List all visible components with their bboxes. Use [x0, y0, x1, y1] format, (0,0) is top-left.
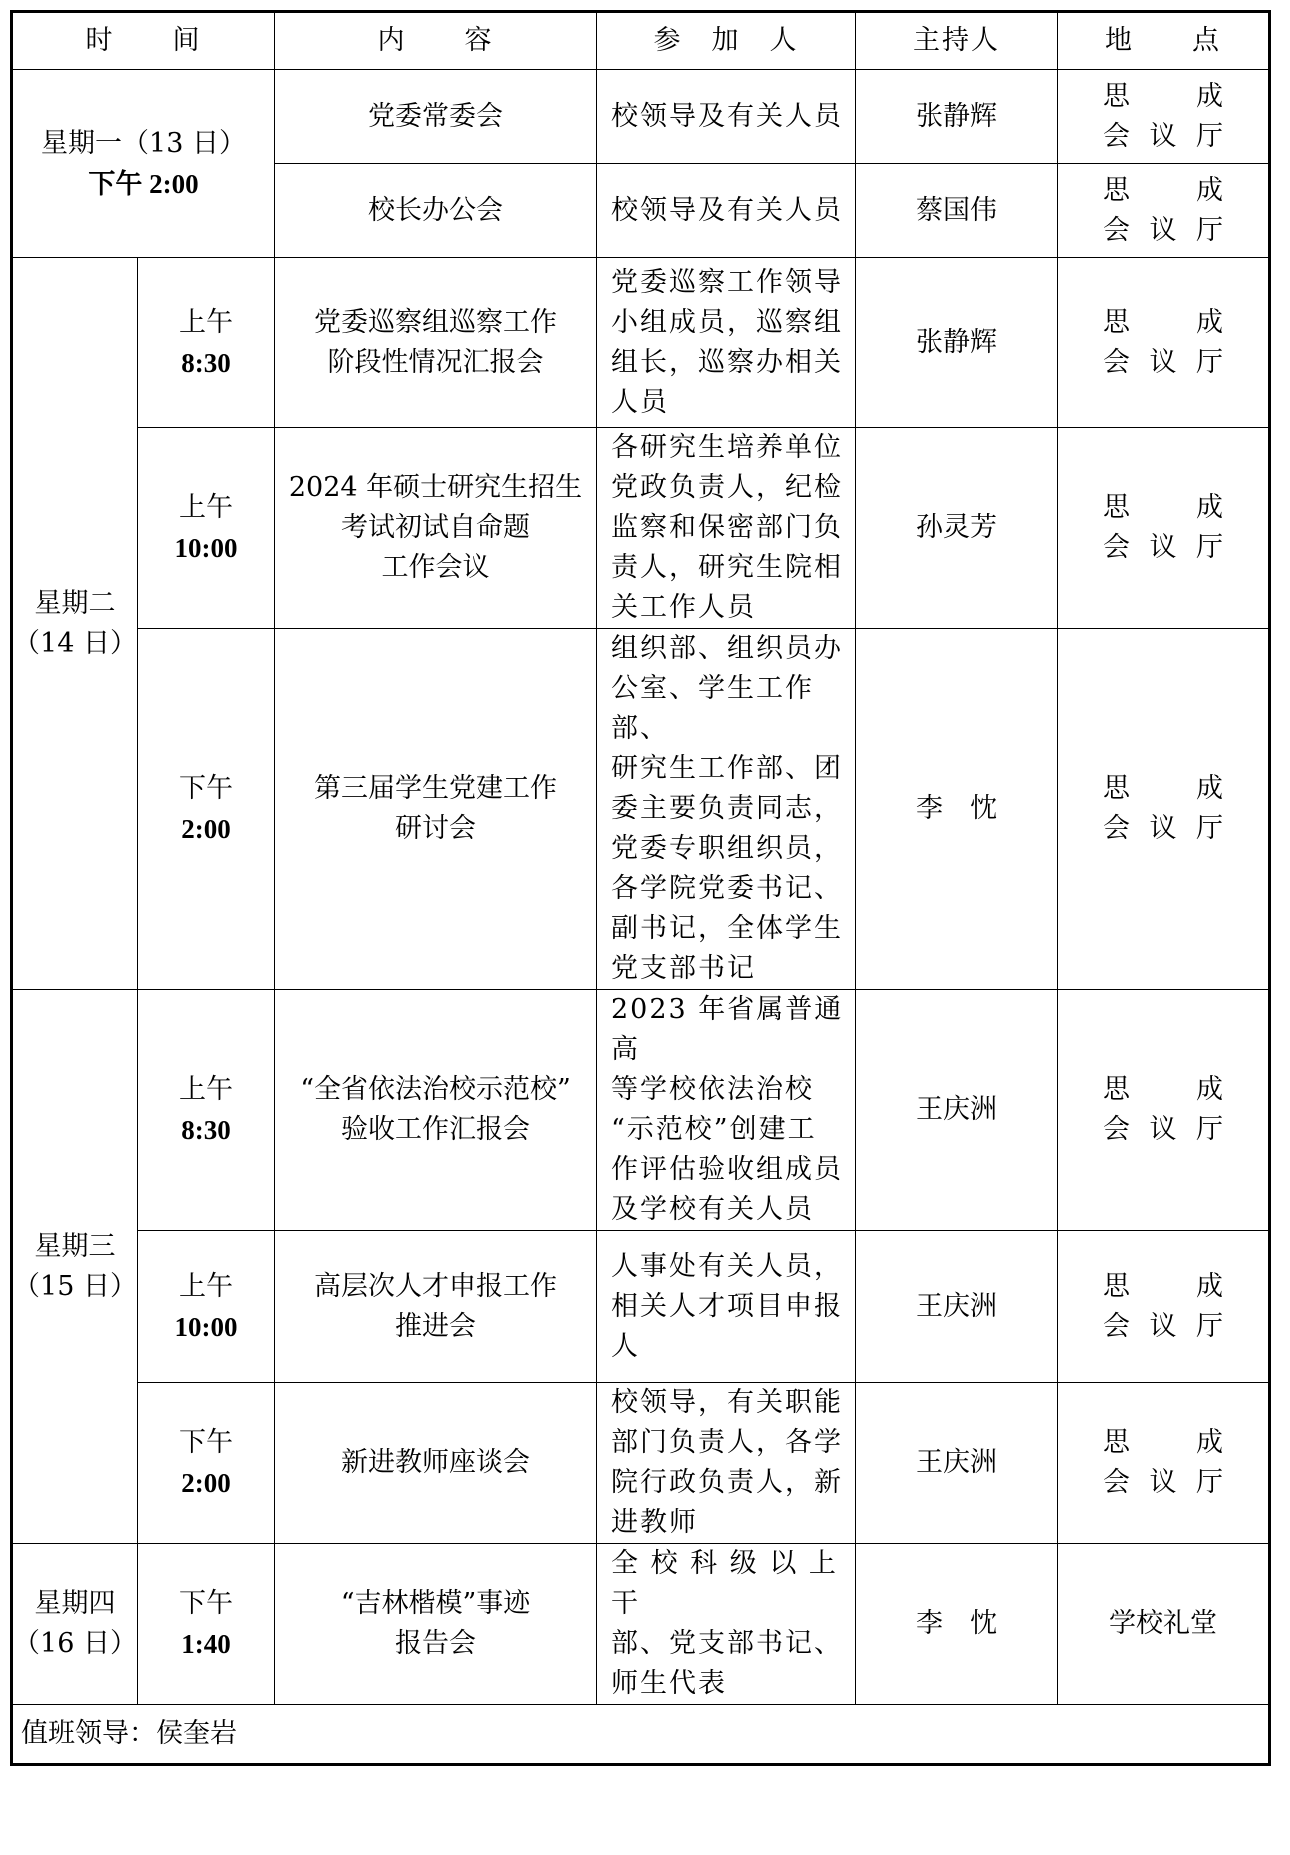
time-cell: 上午 10:00: [138, 428, 275, 629]
host-cell: 蔡国伟: [856, 164, 1058, 258]
host-cell: 张静辉: [856, 258, 1058, 428]
date-label: （15 日）: [13, 1270, 137, 1302]
host-cell: 李 忱: [856, 1544, 1058, 1705]
table-row: [12, 1231, 1270, 1383]
content-cell: “吉林楷模”事迹 报告会: [275, 1544, 597, 1705]
day-cell-tuesday: [12, 258, 138, 990]
location-cell: 思 成 会 议 厅: [1058, 70, 1270, 164]
table-row: [12, 629, 1270, 990]
location-cell: 思 成 会 议 厅: [1058, 428, 1270, 629]
date-label: （16 日）: [13, 1628, 137, 1659]
location-cell: 学校礼堂: [1058, 1544, 1270, 1705]
table-row: [12, 428, 1270, 629]
schedule-table: [10, 10, 1271, 1766]
location-cell: 思 成 会 议 厅: [1058, 164, 1270, 258]
content-cell: 校长办公会: [275, 164, 597, 258]
participants-cell: 校领导及有关人员: [597, 70, 856, 164]
header-host: 主持人: [856, 12, 1058, 70]
day-label: 星期一（13 日）: [41, 127, 246, 159]
location-cell: 思 成 会 议 厅: [1058, 258, 1270, 428]
duty-leader: 值班领导：侯奎岩: [12, 1705, 1270, 1765]
day-label: 星期三: [34, 1230, 116, 1262]
header-time: 时 间: [12, 12, 275, 70]
participants-cell: 党委巡察工作领导 小组成员，巡察组 组长，巡察办相关 人员: [597, 258, 856, 428]
participants-cell: 各研究生培养单位 党政负责人，纪检 监察和保密部门负 责人，研究生院相 关工作人员: [597, 428, 856, 629]
content-cell: 第三届学生党建工作 研讨会: [275, 629, 597, 990]
day-cell-monday: [12, 70, 275, 258]
content-cell: “全省依法治校示范校” 验收工作汇报会: [275, 990, 597, 1231]
time-cell: 上午 8:30: [138, 258, 275, 428]
table-row: [12, 990, 1270, 1231]
header-participants: 参 加 人: [597, 12, 856, 70]
host-cell: 王庆洲: [856, 1231, 1058, 1383]
time-cell: 上午 10:00: [138, 1231, 275, 1383]
header-row: [12, 12, 1270, 70]
header-location: 地 点: [1058, 12, 1270, 70]
day-cell-thursday: [12, 1544, 138, 1705]
location-cell: 思 成 会 议 厅: [1058, 990, 1270, 1231]
content-cell: 新进教师座谈会: [275, 1383, 597, 1544]
participants-cell: 校领导，有关职能 部门负责人，各学 院行政负责人，新 进教师: [597, 1383, 856, 1544]
content-cell: 高层次人才申报工作 推进会: [275, 1231, 597, 1383]
table-row: [12, 1544, 1270, 1705]
day-label: 星期二: [34, 587, 116, 619]
table-row: [12, 258, 1270, 428]
host-cell: 孙灵芳: [856, 428, 1058, 629]
location-cell: 思 成 会 议 厅: [1058, 1231, 1270, 1383]
content-cell: 2024 年硕士研究生招生 考试初试自命题 工作会议: [275, 428, 597, 629]
host-cell: 李 忱: [856, 629, 1058, 990]
participants-cell: 组织部、组织员办 公室、学生工作部、 研究生工作部、团 委主要负责同志， 党委专职组织员， 各学院党委书记、 副书记，全体学生 党支部书记: [597, 629, 856, 990]
time-cell: 上午 8:30: [138, 990, 275, 1231]
footer-row: [12, 1705, 1270, 1765]
location-cell: 思 成 会 议 厅: [1058, 629, 1270, 990]
location-cell: 思 成 会 议 厅: [1058, 1383, 1270, 1544]
participants-cell: 全 校 科 级 以 上 干 部、党支部书记、 师生代表: [597, 1544, 856, 1705]
participants-cell: 人事处有关人员， 相关人才项目申报 人: [597, 1231, 856, 1383]
table-row: [12, 70, 1270, 164]
host-cell: 王庆洲: [856, 990, 1058, 1231]
day-label: 星期四: [34, 1588, 116, 1619]
table-row: [12, 1383, 1270, 1544]
date-label: （14 日）: [13, 627, 137, 659]
participants-cell: 校领导及有关人员: [597, 164, 856, 258]
content-cell: 党委巡察组巡察工作 阶段性情况汇报会: [275, 258, 597, 428]
time-cell: 下午 2:00: [138, 629, 275, 990]
time-cell: 下午 2:00: [138, 1383, 275, 1544]
host-cell: 张静辉: [856, 70, 1058, 164]
time-label: 下午 2:00: [88, 168, 199, 199]
day-cell-wednesday: [12, 990, 138, 1544]
content-cell: 党委常委会: [275, 70, 597, 164]
host-cell: 王庆洲: [856, 1383, 1058, 1544]
time-cell: 下午 1:40: [138, 1544, 275, 1705]
participants-cell: 2023 年省属普通高 等学校依法治校 “示范校”创建工 作评估验收组成员 及学校有关人员: [597, 990, 856, 1231]
header-content: 内 容: [275, 12, 597, 70]
